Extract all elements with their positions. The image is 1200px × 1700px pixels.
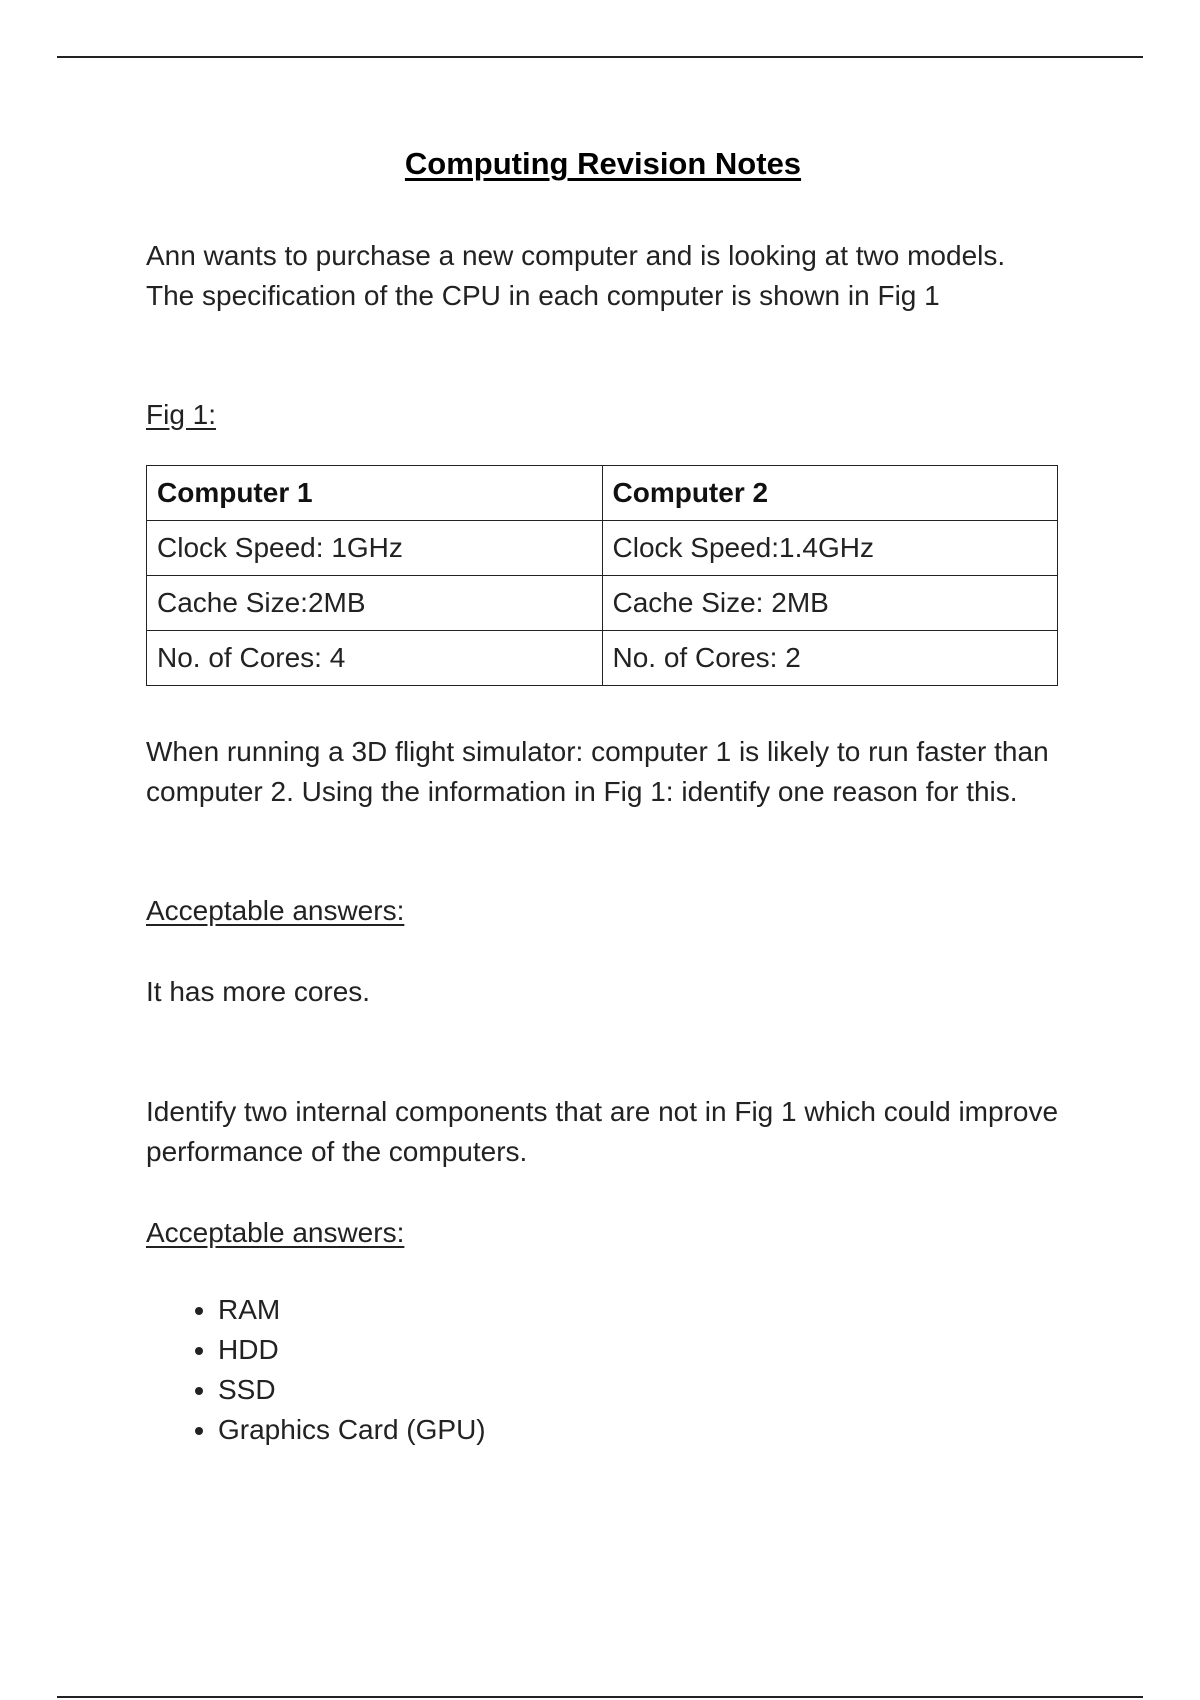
question1-answers-label-block	[146, 891, 1060, 931]
figure-label: Fig 1:	[146, 399, 217, 430]
intro-text: Ann wants to purchase a new computer and is looking at two models. The specification of the CPU in each computer is shown in Fig 1	[146, 240, 1006, 311]
figure-label-block	[146, 395, 1060, 435]
question2-answers-list	[146, 1290, 486, 1450]
list-item: • HDD	[218, 1330, 486, 1370]
table-cell: Clock Speed: 1GHz	[147, 521, 603, 576]
cpu-spec-table	[146, 465, 1058, 686]
table-header-cell: Computer 2	[602, 466, 1058, 521]
question2-text: Identify two internal components that are not in Fig 1 which could improve performance of the computers.	[146, 1096, 1059, 1167]
table-cell: Cache Size:2MB	[147, 576, 603, 631]
list-item: • Graphics Card (GPU)	[218, 1410, 486, 1450]
question1-answer: It has more cores.	[146, 976, 371, 1007]
table-cell: No. of Cores: 2	[602, 631, 1058, 686]
table-row	[147, 521, 1058, 576]
question1-text: When running a 3D flight simulator: computer 1 is likely to run faster than computer 2. Using the information in Fig 1: identify one reason for this.	[146, 736, 1049, 807]
top-rule	[57, 56, 1143, 58]
table-cell: No. of Cores: 4	[147, 631, 603, 686]
table-header-row	[147, 466, 1058, 521]
page-title: Computing Revision Notes	[404, 146, 802, 181]
question1-answer-block	[146, 972, 1060, 1012]
table-cell: Cache Size: 2MB	[602, 576, 1058, 631]
question1-answers-label: Acceptable answers:	[146, 895, 405, 926]
intro-paragraph	[146, 236, 1060, 316]
question1-block	[146, 732, 1060, 812]
list-item: • RAM	[218, 1290, 486, 1330]
bottom-rule	[57, 1696, 1143, 1698]
list-item: • SSD	[218, 1370, 486, 1410]
question2-block	[146, 1092, 1060, 1172]
table-header-cell: Computer 1	[147, 466, 603, 521]
question2-answers-label-block	[146, 1213, 1060, 1253]
table-cell: Clock Speed:1.4GHz	[602, 521, 1058, 576]
question2-answers-label: Acceptable answers:	[146, 1217, 405, 1248]
table-row	[147, 631, 1058, 686]
table-row	[147, 576, 1058, 631]
